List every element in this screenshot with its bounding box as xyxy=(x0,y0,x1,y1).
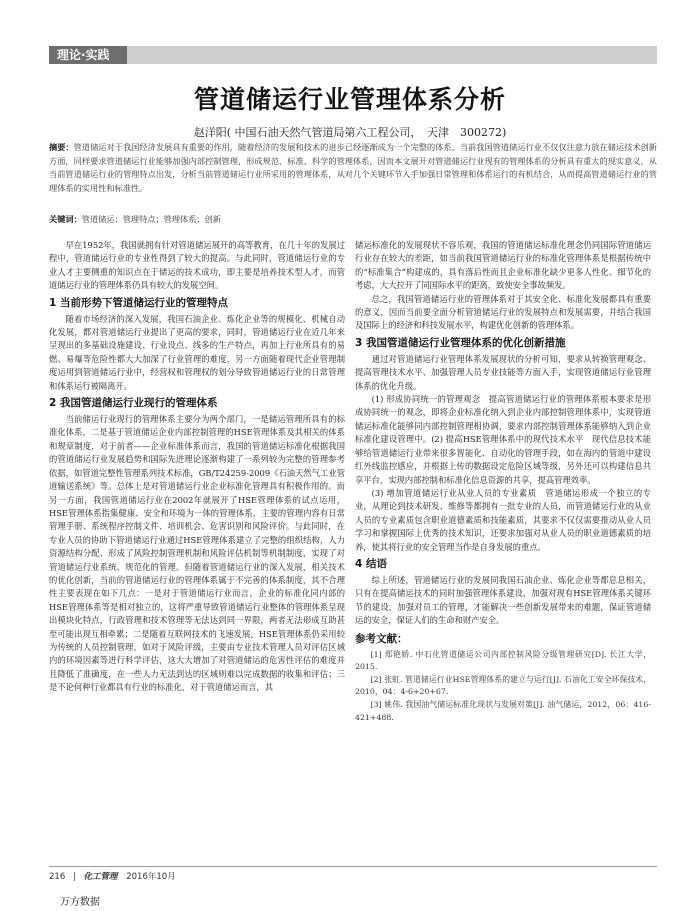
footer-rule xyxy=(49,866,657,867)
header-bar xyxy=(49,46,657,64)
keywords-label: 关键词： xyxy=(49,214,82,224)
reference-item: [2] 张虹. 管道储运行业HSE管理体系的建立与运行[J]. 石油化工安全环保技术，2010，04：4-6+20+67. xyxy=(355,674,651,697)
reference-item: [1] 郑艳娇. 中石化管道储运公司内部控制风险分级管理研究[D]. 长江大学，2015. xyxy=(355,649,651,672)
conclusion-paragraph: 综上所述，管道储运行业的发展同我国石油企业、炼化企业等都息息相关，只有在提高储运技术的同时加强管理体系建设，加强对现有HSE管理体系关键环节的建设，加强对员工的管理，才能解决一些创新发展带来的难题，保证管道储运的安全，保证人们的生命和财产安全。 xyxy=(355,574,651,626)
section-1-paragraph: 随着市场经济的深入发展，我国石油企业、炼化企业等的规模化、机械自动化发展，都对管道储运行业提出了更高的要求，同时，管道储运行业在近几年来呈现出的多基础设施建设、行业设点、线多的生产特点，再加上行业所具有的易燃、易爆等危险性都大大加深了行业管理的难度，另一方面随着现代企业管理制度运用到管道储运行业中，经营权和管理权的划分导致管道储运行业的日常管理和体系运行被隔离开。 xyxy=(49,313,345,391)
abstract xyxy=(49,141,657,195)
reference-item: [3] 姚伟. 我国油气储运标准化现状与发展对策[J]. 油气储运，2012，06：416-421+488. xyxy=(355,699,651,722)
article-title: 管道储运行业管理体系分析 xyxy=(193,85,506,114)
section-2-summary: 总之，我国管道储运行业的管理体系对于其安全化、标准化发展都具有重要的意义，因而当前要全面分析管道储运行业的发展特点和发展需要，并结合我国及国际上的经济和科技发展水平，构建优化创新的管理体系。 xyxy=(355,293,651,331)
section-3-measures: (1) 形成协同统一的管理观念 提高管道储运行业的管理体系根本要求是形成协同统一的观念，即将企业标准化纳入到企业内部控制管理体系中，实现管道储运标准化能够同内部控制管理相协调，要求内部控制管理体系能够纳入到企业标准化建设管理中。(2) 提高HSE管理体系中的现代技术水平 现代信息技术能够给管道储运行业带来很多智能化、自动化的管理手段，如在海内的管道中建设红外线监控感应，并根据上传的数据设定危险区域等级，另外还可以构建信息共享平台，实现内部控制和标准化信息资源的共享，提高管理效率。 xyxy=(355,394,651,485)
section-tag: 理论·实践 xyxy=(49,46,127,64)
keywords xyxy=(49,213,657,226)
keywords-text: 管道储运；管理特点；管理体系；创新 xyxy=(81,214,221,224)
page-footer xyxy=(49,870,657,882)
section-heading-2: 2 我国管道储运行业现行的管理体系 xyxy=(49,397,218,410)
abstract-label: 摘要： xyxy=(49,142,74,152)
section-2-continued: 储运标准化的发展现状不容乐观，我国的管道储运标准化理念仍同国际管道储运行业存在较大的差距，如当前我国管道储运行业的标准化管理体系是根据传统中的“标准集合”构建成的，具有落后性而且企业标准化缺少更多人性化、细节化的考虑，大大拉开了同国际水平的距离，致使安全事故频发。 xyxy=(355,240,651,291)
section-3-intro: 通过对管道储运行业管理体系发展现状的分析可知，要求从转换管理观念、提高管理技术水平、加强管理人员专业技能等方面入手，实现管道储运行业管理体系的优化升级。 xyxy=(355,353,651,391)
right-column xyxy=(355,239,651,724)
left-column xyxy=(49,239,345,695)
section-heading-1: 1 当前形势下管道储运行业的管理特点 xyxy=(49,296,228,309)
references-heading: 参考文献： xyxy=(355,632,408,645)
section-2-paragraph: 当前储运行业现行的管理体系主要分为两个部门，一是储运管理所具有的标准化体系，二是基于管道储运企业内部控制管理的HSE管理体系及其相关的体系和规章制度，对于前者——企业标准体系而言，我国的管道储运标准化根据我国的管道储运行业发展趋势和国际先进理论逐渐构建了一系列较为完整的管理参考依据，如管道完整性管理系列技术标准，GB/T24259-2009《石油天然气工业管道输送系统》等。总体上是对管道储运行业企业标准化管理具有积极作用的。而另一方面，我国管道储运行业在2002年就展开了HSE管理体系的试点运用，HSE管理体系指集健康、安全和环境为一体的管理体系，主要的管理内容有日常管理手册、系统程序控制文件、培训机会、危害识别和风险评价。与此同时，在专业人员的协助下管道储运行业通过HSE管理体系建立了完整的组织结构，人力资源结构分配、形成了风险控制管理机制和风险评估机制等机制制度，实现了对管道储运行业系统、规范化的管理。但随着管道储运行业的深入发展，相关技术的优化创新，当前的管道储运行业的管理体系属于不完善的体系制度，其不合理性主要表现在如下几点：一是对于管道储运行业而言，企业的标准化同内部的HSE管理体系等是相对独立的，这将严重导致管道储运行业整体的管理体系呈现出模块化特点，行政管理和技术管理等无法达到同一界限，两者无法形成互助甚至可能出现互相牵累；二是随着互联网技术的飞速发展，HSE管理体系仍采用较为传统的人员控制管理，如对于风险评级，主要由专业技术管理人员对评估区域内的环境因素等进行科学评估，这大大增加了对管道储运的危害性评估的难度并且降低了准确度，在一些人力无法到达的区域则难以完成数据的收集和评估；三是不论何种行业都具有行业的标准化，对于管道储运而言，其 xyxy=(49,414,345,693)
section-heading-3: 3 我国管道储运行业管理体系的优化创新措施 xyxy=(355,336,566,349)
abstract-text: 管道储运对于我国经济发展具有重要的作用，随着经济的发展和技术的进步已经逐渐成为一个完整的体系，当前我国管道储运行业不仅仅注意力放在储运技术创新方面，同样要求管道储运行业能够加强内部控制管理，形成规范、标准、科学的管理体系，因而本文展开对管道储运行业现有的管理体系的分析具有重大的现实意义，从当前管道储运行业的管理特点出发，分析当前管道储运行业所采用的管理体系，从对几个关键环节入手加强日常管理和体系运行的有机结合，从而提高管道储运行业的管理体系的实用性和标准性。 xyxy=(49,142,657,193)
issue-date: 2016年10月 xyxy=(126,872,176,882)
database-watermark: 万方数据 xyxy=(60,897,100,908)
author-line: 赵洋阳( 中国石油天然气管道局第六工程公司， 天津 300272) xyxy=(193,126,507,139)
section-3-staff: (3) 增加管道储运行业从业人员的专业素质 管道储运形成一个独立的专业，从理论到技术研发、维修等都拥有一批专业的人员，而管道储运行业的从业人员的专业素质包含职业道德素质和技能素质，其要求不仅仅需要推动从业人员学习和掌握国际上优秀的技术知识，还要求加强对从业人员的职业道德素质的培养，使其将行业的安全管理当作是自身发展的重点。 xyxy=(355,487,651,552)
page-number: 216 xyxy=(49,872,66,882)
section-heading-4: 4 结语 xyxy=(355,557,387,570)
intro-paragraph: 早在1952年，我国就拥有针对管道储运展开的高等教育，在几十年的发展过程中，管道储运行业的专业性得到了较大的提高。与此同时，管道储运行业的专业人才主要侧重的知识点在于储运的技术成功，即主要是培养技术型人才，而管道储运行业的管理体系仍具有较大的发展空间。 xyxy=(49,240,345,291)
footer-separator: | xyxy=(72,872,76,882)
journal-name: 化工管理 xyxy=(83,872,118,882)
